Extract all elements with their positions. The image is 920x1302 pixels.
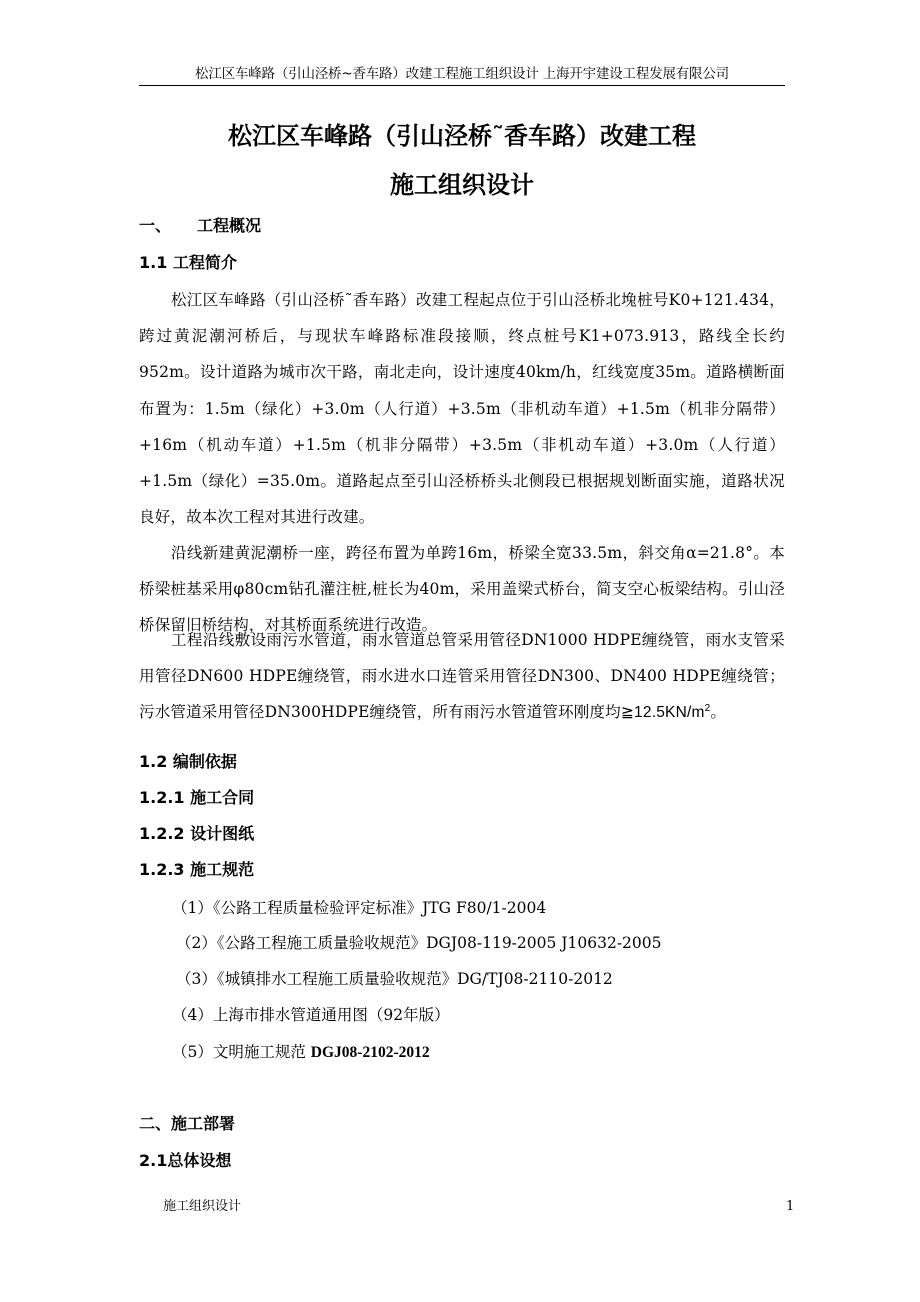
paragraph-pipelines: [139, 622, 785, 732]
superscript: 2: [704, 703, 711, 715]
paragraph-project-intro: 松江区车峰路（引山泾桥˜香车路）改建工程起点位于引山泾桥北堍桩号K0+121.434，跨过黄泥潮河桥后，与现状车峰路标准段接顺，终点桩号K1+073.913，路线全长约952m。设计道路为城市次干路，南北走向，设计速度40km/h，红线宽度35m。道路横断面布置为：1.5m（绿化）+3.0m（人行道）+3.5m（非机动车道）+1.5m（机非分隔带）+16m（机动车道）+1.5m（机非分隔带）+3.5m（非机动车道）+3.0m（人行道）+1.5m（绿化）=35.0m。道路起点至引山泾桥桥头北侧段已根据规划断面实施，道路状况良好，故本次工程对其进行改建。: [139, 291, 785, 527]
section-heading-1: [139, 214, 261, 238]
section-heading-1-2-2: 1.2.2 设计图纸: [139, 824, 255, 843]
paragraph-bridge: 沿线新建黄泥潮桥一座，跨径布置为单跨16m，桥梁全宽33.5m，斜交角α=21.8°。本桥梁桩基采用φ80cm钻孔灌注桩,桩长为40m，采用盖梁式桥台，简支空心板梁结构。引山泾桥保留旧桥结构，对其桥面系统进行改造。: [139, 544, 785, 635]
period: 。: [710, 703, 727, 722]
page-number: 1: [786, 1199, 795, 1214]
paragraph-pipelines-text: 工程沿线敷设雨污水管道，雨水管道总管采用管径DN1000 HDPE缠绕管，雨水支管采用管径DN600 HDPE缠绕管，雨水进水口连管采用管径DN300、DN400 HDPE缠绕管；污水管道采用管径DN300HDPE缠绕管，所有雨污水管道管环刚度均: [139, 631, 785, 722]
reference-item-5: [172, 1040, 430, 1065]
section-number: 一、: [139, 216, 172, 235]
running-header: 松江区车峰路（引山泾桥~香车路）改建工程施工组织设计 上海开宇建设工程发展有限公司: [139, 64, 785, 86]
section-heading-2-1: 2.1总体设想: [139, 1151, 232, 1170]
section-heading-2: 二、施工部署: [139, 1114, 236, 1133]
document-title: 松江区车峰路（引山泾桥˜香车路）改建工程: [228, 122, 696, 150]
reference-item-5-code: DGJ08-2102-2012: [310, 1044, 430, 1061]
reference-item-4: （4）上海市排水管道通用图（92年版）: [172, 1006, 450, 1024]
section-label: 工程概况: [197, 216, 262, 235]
footer-title: 施工组织设计: [163, 1199, 242, 1214]
stiffness-value: ≧12.5KN/m: [620, 704, 705, 722]
section-heading-1-2-1: 1.2.1 施工合同: [139, 788, 255, 807]
section-heading-1-1: 1.1 工程简介: [139, 253, 237, 272]
document-subtitle: 施工组织设计: [390, 171, 534, 199]
section-heading-1-2-3: 1.2.3 施工规范: [139, 860, 255, 879]
reference-item-5-label: （5）文明施工规范: [172, 1043, 311, 1061]
reference-item-2: （2）《公路工程施工质量验收规范》DGJ08-119-2005 J10632-2005: [176, 934, 662, 952]
reference-item-3: （3）《城镇排水工程施工质量验收规范》DG/TJ08-2110-2012: [176, 970, 613, 988]
section-heading-1-2: 1.2 编制依据: [139, 752, 237, 771]
reference-item-1: （1）《公路工程质量检验评定标准》JTG F80/1-2004: [172, 899, 547, 917]
